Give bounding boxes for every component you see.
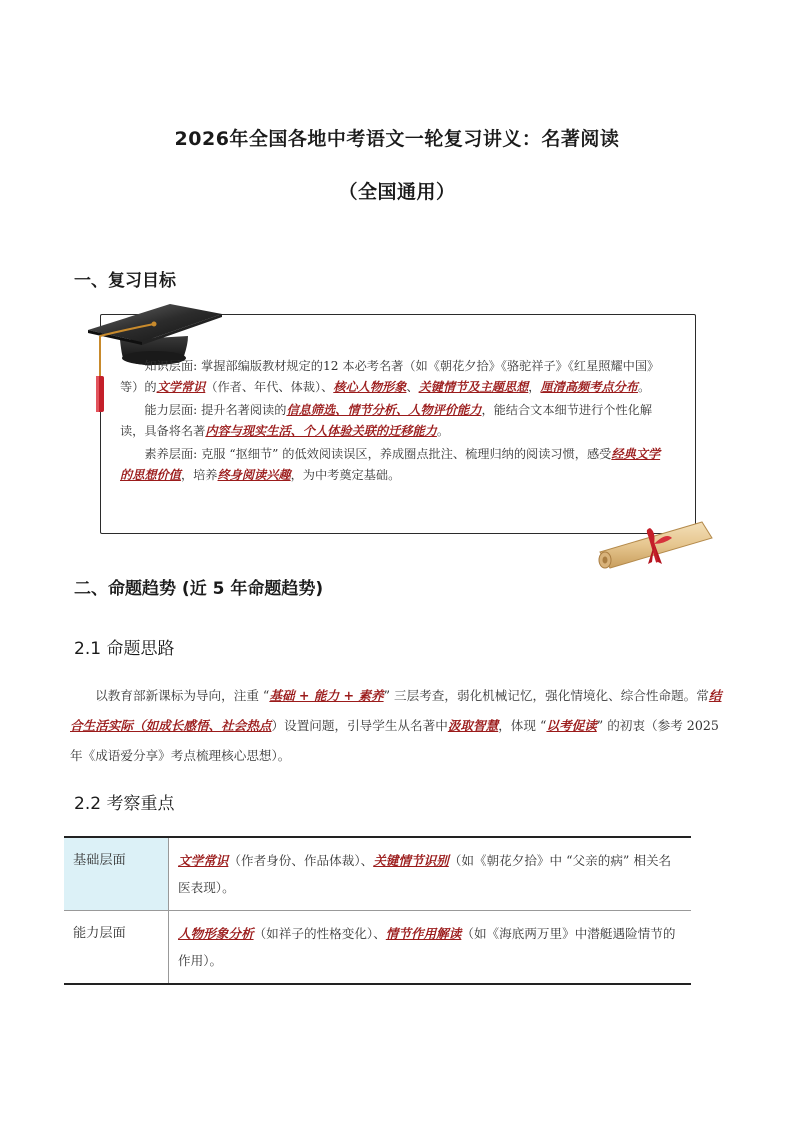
text-segment: （如《海底两万里》中潜艇遇险情节的作用）。 bbox=[178, 926, 676, 968]
text-segment: ” 三层考查，弱化机械记忆，强化情境化、综合性命题。常 bbox=[383, 688, 709, 703]
text-segment: ）设置问题，引导学生从名著中 bbox=[271, 718, 448, 733]
highlighted-text: 文学常识 bbox=[178, 853, 229, 868]
text-segment: 。 bbox=[436, 424, 450, 438]
highlighted-text: 终身阅读兴趣 bbox=[217, 468, 291, 482]
highlighted-text: 核心人物形象 bbox=[333, 380, 407, 394]
goals-content bbox=[120, 356, 672, 488]
text-segment: ，能结合文本细节进行个性化解读，具备将名著 bbox=[120, 403, 653, 438]
highlighted-text: 经典文学的思想价值 bbox=[120, 447, 661, 482]
document-subtitle: （全国通用） bbox=[338, 181, 456, 203]
focus-table bbox=[64, 836, 691, 985]
highlighted-text: 厘清高频考点分布 bbox=[540, 380, 638, 394]
highlighted-text: 关键情节及主题思想 bbox=[418, 380, 529, 394]
row-content-ability bbox=[169, 911, 692, 985]
text-segment: 素养层面: 克服 “抠细节” 的低效阅读误区，养成圈点批注、梳理归纳的阅读习惯，感受 bbox=[144, 447, 612, 461]
text-segment: ， bbox=[528, 380, 541, 394]
text-segment: （作者身份、作品体裁）、 bbox=[228, 853, 374, 868]
highlighted-text: 文学常识 bbox=[156, 380, 206, 394]
section-heading-goals: 一、复习目标 bbox=[74, 271, 176, 291]
text-segment: 以教育部新课标为导向，注重 “ bbox=[95, 688, 270, 703]
row-label-basic: 基础层面 bbox=[64, 837, 169, 911]
text-segment: 。 bbox=[637, 380, 651, 394]
highlighted-text: 情节作用解读 bbox=[385, 926, 462, 941]
row-label-ability: 能力层面 bbox=[64, 911, 169, 985]
section-heading-trends: 二、命题趋势 (近 5 年命题趋势) bbox=[74, 579, 324, 599]
highlighted-text: 基础 + 能力 + 素养 bbox=[269, 688, 384, 703]
highlighted-text: 以考促读 bbox=[546, 718, 597, 733]
text-segment: ，培养 bbox=[180, 468, 218, 482]
approach-paragraph bbox=[70, 681, 724, 771]
highlighted-text: 内容与现实生活、个人体验关联的迁移能力 bbox=[205, 424, 437, 438]
text-segment: ，体现 “ bbox=[498, 718, 547, 733]
text-segment: 知识层面: 掌握部编版教材规定的12 本必考名著（如《朝花夕拾》《骆驼祥子》《红星照耀中国》等）的 bbox=[120, 359, 660, 394]
text-segment: （如《朝花夕拾》中 “父亲的病” 相关名医表现）。 bbox=[178, 853, 672, 895]
subheading-approach: 2.1 命题思路 bbox=[74, 639, 175, 659]
table-row bbox=[64, 837, 691, 911]
highlighted-text: 关键情节识别 bbox=[373, 853, 449, 868]
text-segment: ，为中考奠定基础。 bbox=[290, 468, 401, 482]
goal-ability bbox=[120, 400, 672, 442]
highlighted-text: 汲取智慧 bbox=[447, 718, 499, 733]
row-content-basic bbox=[169, 837, 692, 911]
goal-literacy bbox=[120, 444, 672, 486]
highlighted-text: 人物形象分析 bbox=[178, 926, 254, 941]
text-segment: 能力层面: 提升名著阅读的 bbox=[144, 403, 287, 417]
table-row bbox=[64, 911, 691, 985]
text-segment: 、 bbox=[406, 380, 419, 394]
highlighted-text: 结合生活实际（如成长感悟、社会热点 bbox=[70, 688, 722, 733]
goal-knowledge bbox=[120, 356, 672, 398]
text-segment: （作者、年代、体裁）、 bbox=[205, 380, 334, 394]
approach-content bbox=[70, 681, 724, 771]
diploma-scroll-icon bbox=[592, 518, 716, 570]
highlighted-text: 信息筛选、情节分析、人物评价能力 bbox=[286, 403, 482, 417]
subheading-focus: 2.2 考察重点 bbox=[74, 794, 175, 814]
text-segment: （如祥子的性格变化）、 bbox=[253, 926, 386, 941]
document-title: 2026年全国各地中考语文一轮复习讲义：名著阅读 bbox=[174, 128, 620, 150]
text-segment: ” 的初衷（参考 2025 年《成语爱分享》考点梳理核心思想）。 bbox=[70, 718, 719, 763]
